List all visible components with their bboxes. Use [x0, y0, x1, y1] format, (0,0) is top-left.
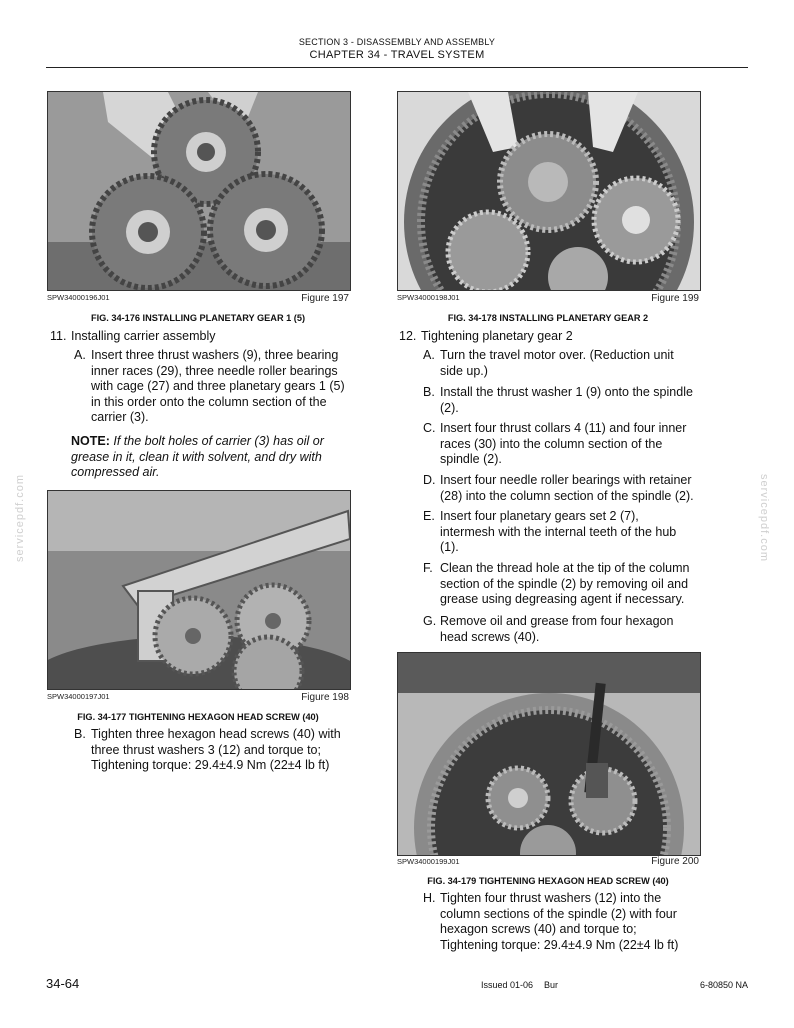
- photo-torque-wrench: [47, 490, 351, 690]
- text-line: hexagon screws (40) and torque to;: [440, 922, 637, 937]
- text-line: races (30) into the column section of the: [440, 436, 663, 451]
- text-line: section of the spindle (2) by removing oil and: [440, 576, 689, 591]
- substep-text: [440, 561, 702, 608]
- text-line: grease using degreasing agent if necessary.: [440, 592, 685, 607]
- text-line: (1).: [440, 540, 459, 555]
- photo-id: SPW34000197J01: [47, 692, 110, 701]
- text-line: inner races (29), three needle roller bearings: [91, 363, 338, 378]
- photo-hexagon-screw: [397, 652, 701, 856]
- photo-id: SPW34000198J01: [397, 293, 460, 302]
- figure-caption: FIG. 34-177 TIGHTENING HEXAGON HEAD SCREW (40): [77, 712, 319, 722]
- text-line: column sections of the spindle (2) with four: [440, 906, 677, 921]
- photo-planetary-gears: [47, 91, 351, 291]
- text-line: Tightening torque: 29.4±4.9 Nm (22±4 lb ft): [91, 758, 330, 773]
- substep-letter: G.: [423, 614, 437, 628]
- note-label: NOTE:: [71, 434, 110, 448]
- text-line: Tightening torque: 29.4±4.9 Nm (22±4 lb ft): [440, 937, 679, 952]
- step-title: Installing carrier assembly: [71, 329, 216, 343]
- text-line: Clean the thread hole at the tip of the column: [440, 561, 690, 575]
- substep-letter: D.: [423, 473, 436, 487]
- substep-letter: A.: [423, 348, 435, 362]
- text-line: head screws (40).: [440, 629, 540, 644]
- text-line: Insert four planetary gears set 2 (7),: [440, 509, 639, 523]
- figure-number: Figure 199: [651, 293, 699, 304]
- text-line: grease in it, clean it with solvent, and dry with: [71, 449, 322, 464]
- section-header: SECTION 3 - DISASSEMBLY AND ASSEMBLY: [298, 37, 496, 47]
- figure-number: Figure 200: [651, 856, 699, 867]
- figure-caption: FIG. 34-179 TIGHTENING HEXAGON HEAD SCREW (40): [427, 876, 669, 886]
- substep-text: [440, 348, 701, 379]
- photo-planetary-gear-2: [397, 91, 701, 291]
- step-number: 12.: [399, 329, 417, 343]
- region-code: Bur: [544, 980, 559, 990]
- text-line: intermesh with the internal teeth of the hub: [440, 524, 677, 539]
- step-number: 11.: [50, 329, 67, 343]
- text-line: spindle (2).: [440, 452, 502, 467]
- issued-date: Issued 01-06: [481, 980, 534, 990]
- text-line: Insert three thrust washers (9), three bearing: [91, 348, 339, 362]
- text-line: three thrust washers 3 (12) and torque to;: [91, 742, 321, 757]
- text-line: Remove oil and grease from four hexagon: [440, 614, 674, 628]
- watermark-left: servicepdf.com: [13, 474, 26, 562]
- substep-letter: H.: [423, 891, 436, 905]
- text-line: side up.): [440, 363, 488, 378]
- substep-text: [440, 385, 702, 416]
- photo-id: SPW34000196J01: [47, 293, 110, 302]
- substep-text: [440, 891, 701, 953]
- substep-letter: A.: [74, 348, 86, 362]
- substep-letter: F.: [423, 561, 433, 575]
- substep-text: [440, 614, 701, 645]
- text-line: Install the thrust washer 1 (9) onto the spindle: [440, 385, 693, 399]
- text-line: compressed air.: [71, 465, 160, 480]
- figure-number: Figure 198: [301, 692, 349, 703]
- substep-text: [91, 348, 351, 426]
- note: [71, 434, 352, 481]
- figure-caption: FIG. 34-176 INSTALLING PLANETARY GEAR 1 (5): [90, 313, 306, 323]
- substep-text: [440, 421, 701, 468]
- chapter-header: CHAPTER 34 - TRAVEL SYSTEM: [309, 49, 485, 61]
- text-line: Turn the travel motor over. (Reduction unit: [440, 348, 674, 362]
- figure-caption: FIG. 34-178 INSTALLING PLANETARY GEAR 2: [447, 313, 649, 323]
- substep-letter: C.: [423, 421, 436, 435]
- text-line: Tighten four thrust washers (12) into the: [440, 891, 662, 905]
- text-line: in this order onto the column section of the: [91, 394, 327, 409]
- text-line: Tighten three hexagon head screws (40) with: [91, 727, 341, 741]
- header-rule: [46, 67, 748, 68]
- substep-letter: B.: [423, 385, 435, 399]
- figure-number: Figure 197: [301, 293, 349, 304]
- substep-text: [440, 473, 702, 504]
- document-number: 6-80850 NA: [699, 980, 748, 990]
- substep-letter: B.: [74, 727, 86, 741]
- substep-letter: E.: [423, 509, 435, 523]
- text-line: (28) into the column section of the spindle (2).: [440, 488, 694, 503]
- text-line: Insert four needle roller bearings with retainer: [440, 473, 692, 487]
- text-line: If the bolt holes of carrier (3) has oil or: [113, 434, 324, 448]
- watermark-right: servicepdf.com: [757, 474, 770, 562]
- page-number: 34-64: [46, 976, 80, 991]
- step-title: Tightening planetary gear 2: [421, 329, 573, 343]
- substep-text: [440, 509, 701, 556]
- photo-id: SPW34000199J01: [397, 857, 460, 866]
- text-line: carrier (3).: [91, 410, 149, 425]
- text-line: with cage (27) and three planetary gears 1 (5): [91, 379, 345, 394]
- substep-text: [91, 727, 353, 774]
- text-line: (2).: [440, 400, 459, 415]
- text-line: Insert four thrust collars 4 (11) and four inner: [440, 421, 687, 435]
